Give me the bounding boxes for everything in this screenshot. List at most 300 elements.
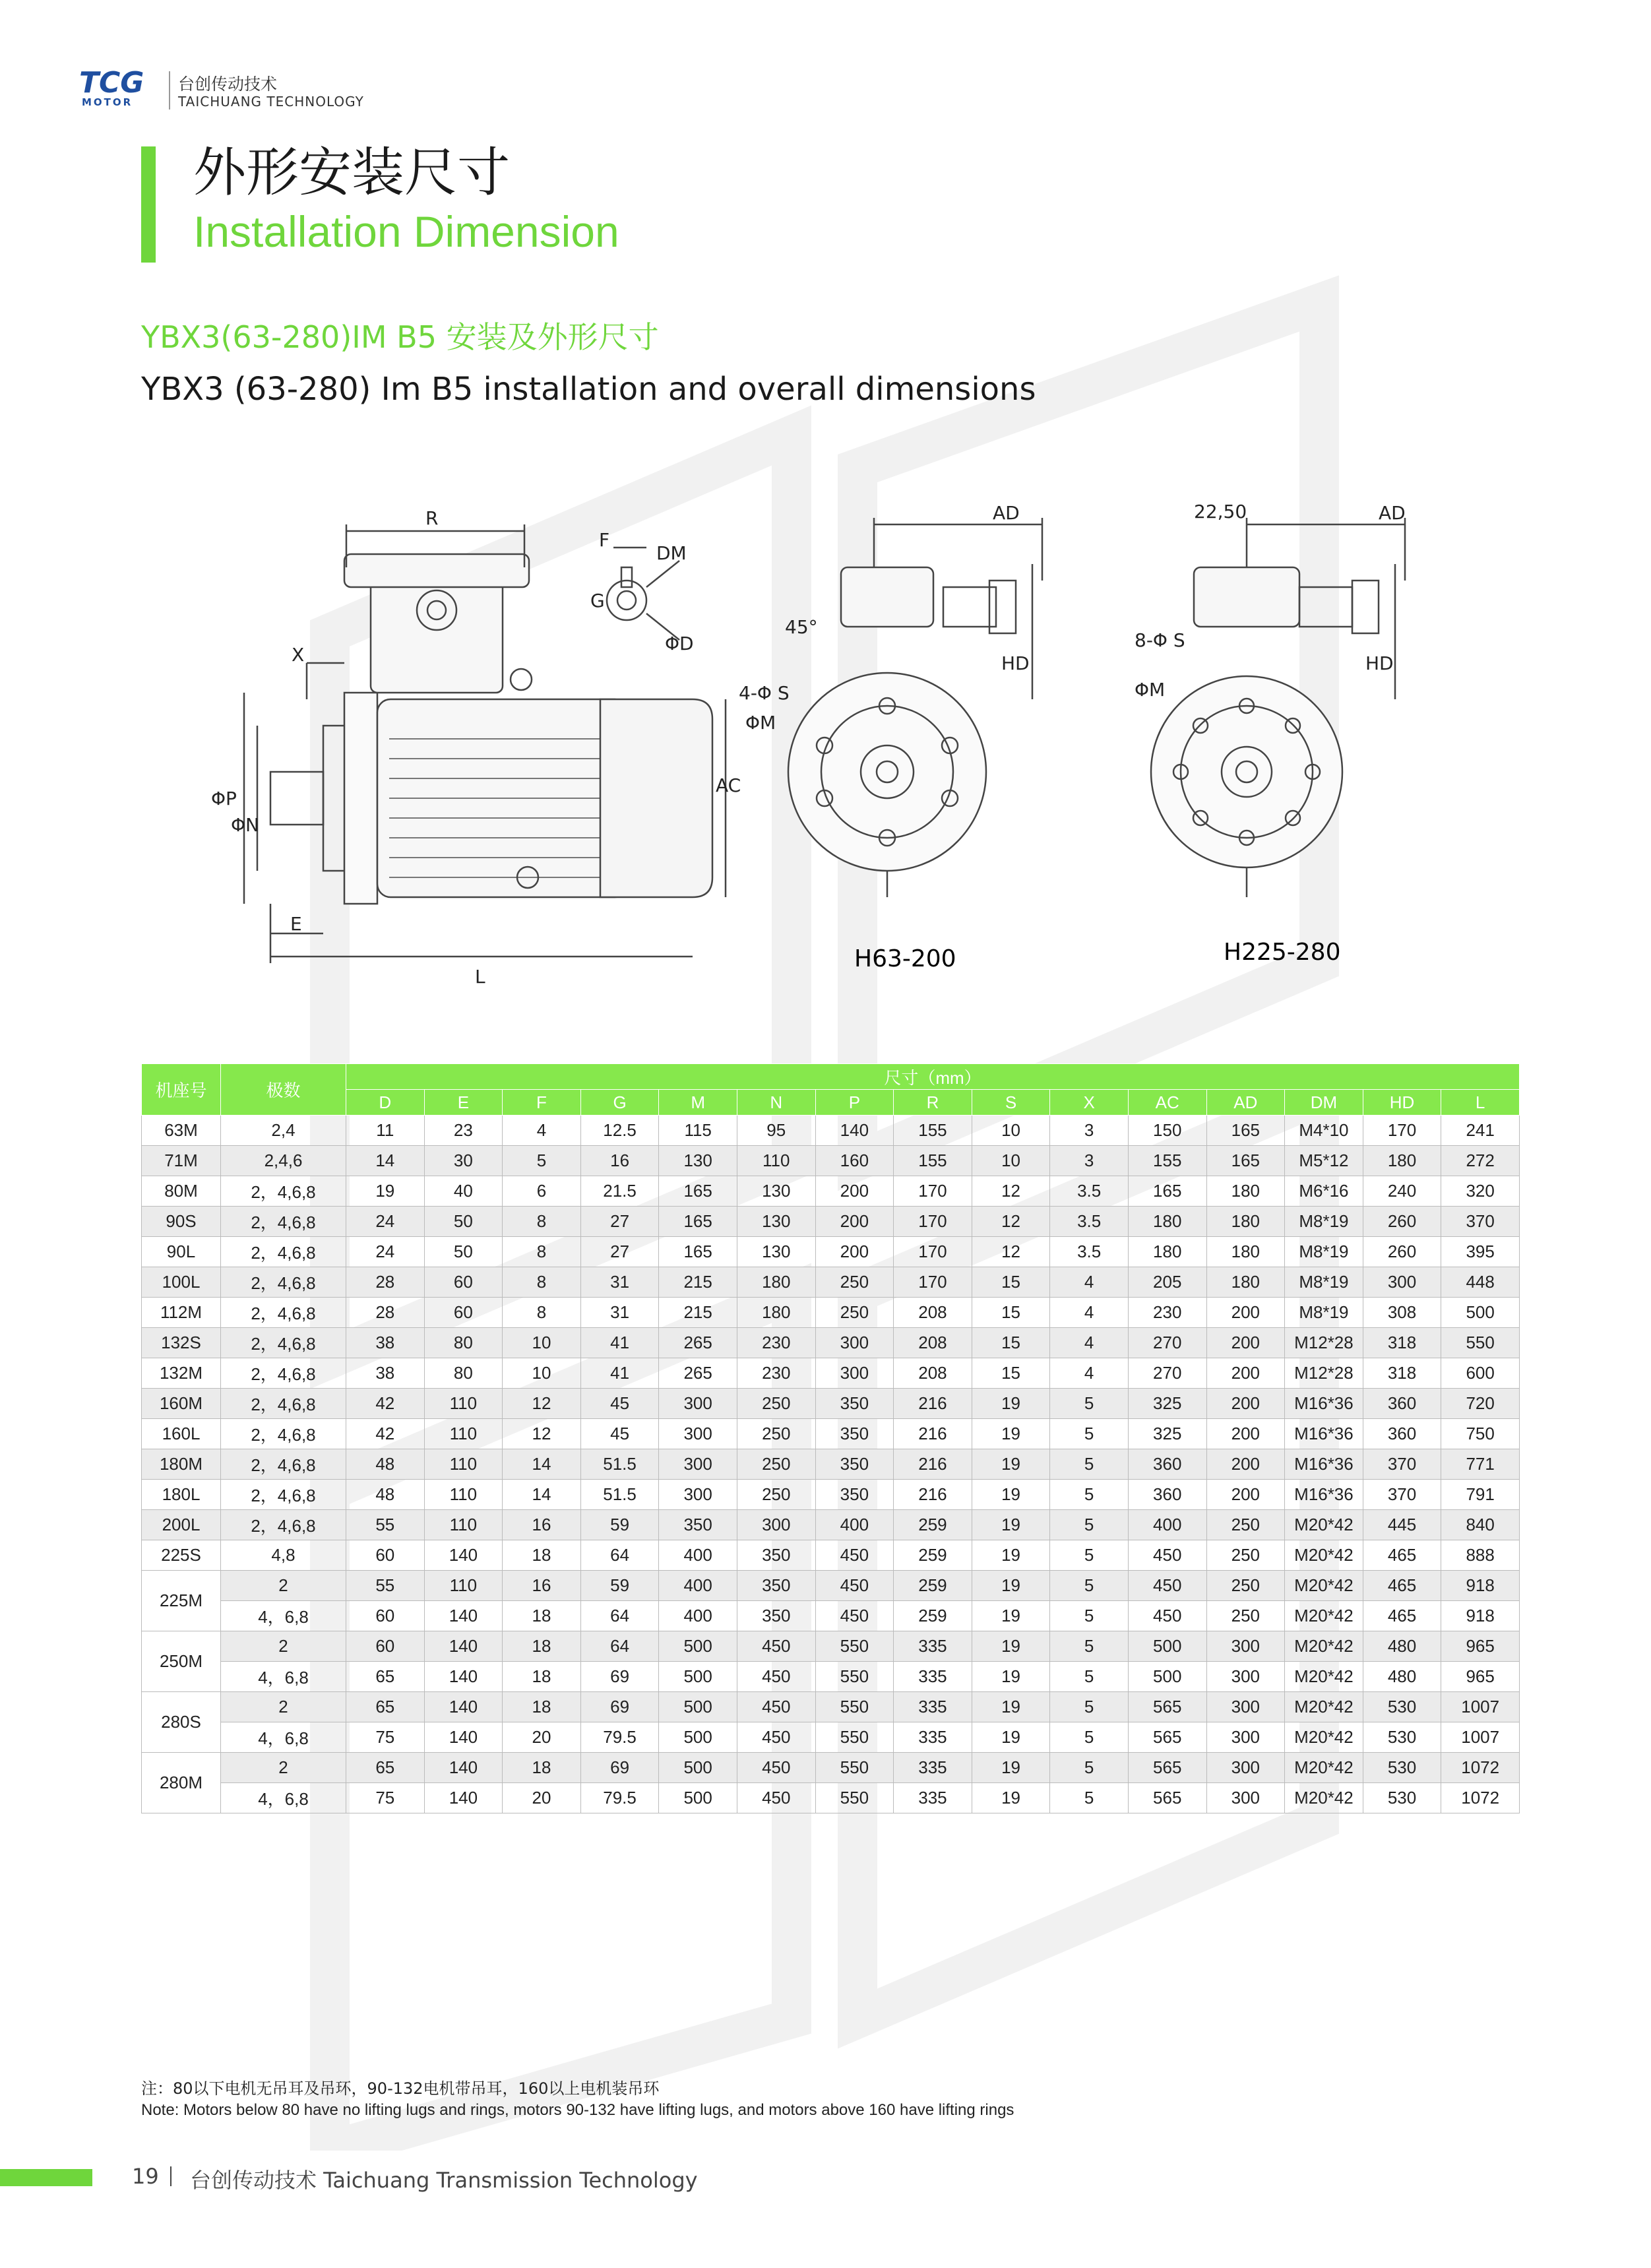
dim-cell-ad: 200: [1206, 1449, 1285, 1480]
note-en: Note: Motors below 80 have no lifting lugs and rings, motors 90-132 have lifting lugs, and motors above 160 have lifting rings: [141, 2101, 1014, 2119]
poles-cell: 2，4,6,8: [221, 1358, 346, 1389]
tcg-logo: [78, 66, 160, 108]
dim-cell-d: 11: [346, 1116, 425, 1146]
dim-cell-n: 110: [737, 1146, 815, 1176]
label-x: X: [292, 644, 305, 666]
dim-cell-p: 350: [815, 1480, 894, 1510]
dim-cell-ad: 300: [1206, 1722, 1285, 1753]
label-g: G: [590, 590, 605, 612]
dim-cell-e: 80: [424, 1358, 503, 1389]
dim-cell-e: 140: [424, 1601, 503, 1631]
poles-cell: 2，4,6,8: [221, 1449, 346, 1480]
dim-cell-d: 42: [346, 1389, 425, 1419]
dim-cell-ac: 565: [1128, 1783, 1206, 1813]
dim-cell-l: 600: [1441, 1358, 1520, 1389]
dim-cell-p: 300: [815, 1358, 894, 1389]
table-row: [142, 1783, 1520, 1813]
dim-cell-ad: 180: [1206, 1176, 1285, 1207]
col-header-l: L: [1441, 1090, 1520, 1116]
dim-cell-hd: 300: [1363, 1267, 1441, 1298]
dim-cell-d: 75: [346, 1783, 425, 1813]
dim-cell-f: 18: [503, 1631, 581, 1662]
dim-cell-m: 130: [659, 1146, 737, 1176]
dim-cell-dm: M20*42: [1285, 1510, 1363, 1540]
dim-cell-d: 19: [346, 1176, 425, 1207]
footer-text: 台创传动技术 Taichuang Transmission Technology: [190, 2168, 698, 2193]
dim-cell-x: 4: [1050, 1358, 1129, 1389]
dim-cell-ad: 165: [1206, 1116, 1285, 1146]
dim-cell-s: 19: [972, 1753, 1050, 1783]
page-title-en: Installation Dimension: [193, 207, 619, 256]
dim-cell-s: 12: [972, 1176, 1050, 1207]
frame-cell: 225M: [142, 1571, 221, 1631]
dim-cell-r: 335: [894, 1722, 972, 1753]
table-row: [142, 1267, 1520, 1298]
dim-cell-s: 15: [972, 1298, 1050, 1328]
page-title-cn: 外形安装尺寸: [193, 142, 510, 203]
dim-cell-p: 450: [815, 1571, 894, 1601]
dim-cell-g: 12.5: [580, 1116, 659, 1146]
poles-cell: 4，6,8: [221, 1722, 346, 1753]
frame-cell: 71M: [142, 1146, 221, 1176]
label-m-right: ΦM: [1135, 679, 1166, 701]
company-name-cn: 台创传动技术: [178, 75, 278, 94]
dim-cell-p: 550: [815, 1692, 894, 1722]
dim-cell-l: 965: [1441, 1662, 1520, 1692]
dim-cell-g: 59: [580, 1510, 659, 1540]
poles-cell: 2，4,6,8: [221, 1237, 346, 1267]
dim-cell-ac: 270: [1128, 1358, 1206, 1389]
dim-cell-d: 38: [346, 1358, 425, 1389]
dim-cell-f: 8: [503, 1298, 581, 1328]
dim-cell-x: 5: [1050, 1783, 1129, 1813]
dim-cell-r: 216: [894, 1419, 972, 1449]
dim-cell-p: 200: [815, 1237, 894, 1267]
dim-cell-dm: M5*12: [1285, 1146, 1363, 1176]
dim-cell-m: 115: [659, 1116, 737, 1146]
col-header-d: D: [346, 1090, 425, 1116]
dim-cell-ad: 250: [1206, 1510, 1285, 1540]
dim-cell-x: 3.5: [1050, 1207, 1129, 1237]
dim-cell-ac: 325: [1128, 1419, 1206, 1449]
dim-cell-r: 335: [894, 1662, 972, 1692]
dim-cell-x: 5: [1050, 1722, 1129, 1753]
dim-cell-l: 771: [1441, 1449, 1520, 1480]
dim-cell-ac: 565: [1128, 1753, 1206, 1783]
table-row: [142, 1601, 1520, 1631]
dim-cell-n: 250: [737, 1449, 815, 1480]
col-header-r: R: [894, 1090, 972, 1116]
dim-cell-n: 230: [737, 1358, 815, 1389]
dim-cell-ad: 180: [1206, 1237, 1285, 1267]
label-dm: DM: [656, 542, 687, 564]
dim-cell-dm: M20*42: [1285, 1631, 1363, 1662]
dim-cell-n: 450: [737, 1662, 815, 1692]
dim-cell-g: 69: [580, 1692, 659, 1722]
frame-cell: 250M: [142, 1631, 221, 1692]
dim-cell-f: 10: [503, 1328, 581, 1358]
dim-cell-p: 300: [815, 1328, 894, 1358]
dim-cell-p: 550: [815, 1722, 894, 1753]
col-header-g: G: [580, 1090, 659, 1116]
dim-cell-n: 250: [737, 1480, 815, 1510]
table-row: [142, 1510, 1520, 1540]
dim-cell-f: 18: [503, 1601, 581, 1631]
poles-cell: 2，4,6,8: [221, 1328, 346, 1358]
dim-cell-dm: M20*42: [1285, 1662, 1363, 1692]
poles-cell: 2，4,6,8: [221, 1419, 346, 1449]
dim-cell-m: 165: [659, 1207, 737, 1237]
dim-cell-n: 300: [737, 1510, 815, 1540]
dim-cell-s: 19: [972, 1631, 1050, 1662]
col-header-n: N: [737, 1090, 815, 1116]
dim-cell-s: 12: [972, 1237, 1050, 1267]
dim-cell-dm: M8*19: [1285, 1237, 1363, 1267]
col-header-f: F: [503, 1090, 581, 1116]
label-hd-right: HD: [1365, 652, 1394, 674]
poles-cell: 2,4,6: [221, 1146, 346, 1176]
footer-divider: [170, 2166, 171, 2186]
dim-cell-hd: 360: [1363, 1389, 1441, 1419]
poles-cell: 4，6,8: [221, 1601, 346, 1631]
dim-cell-r: 208: [894, 1298, 972, 1328]
frame-cell: 180L: [142, 1480, 221, 1510]
dim-cell-l: 965: [1441, 1631, 1520, 1662]
dim-cell-n: 450: [737, 1783, 815, 1813]
dim-cell-e: 110: [424, 1449, 503, 1480]
dim-cell-e: 140: [424, 1662, 503, 1692]
dim-cell-e: 110: [424, 1419, 503, 1449]
dim-cell-s: 15: [972, 1328, 1050, 1358]
dim-cell-dm: M8*19: [1285, 1267, 1363, 1298]
label-8s: 8-Φ S: [1135, 629, 1185, 651]
dim-cell-g: 51.5: [580, 1449, 659, 1480]
poles-cell: 4，6,8: [221, 1783, 346, 1813]
dim-cell-r: 170: [894, 1207, 972, 1237]
table-row: [142, 1176, 1520, 1207]
dim-cell-x: 5: [1050, 1510, 1129, 1540]
dim-cell-l: 1007: [1441, 1692, 1520, 1722]
svg-text:MOTOR: MOTOR: [82, 96, 133, 108]
dim-cell-g: 16: [580, 1146, 659, 1176]
frame-cell: 80M: [142, 1176, 221, 1207]
dim-cell-e: 60: [424, 1267, 503, 1298]
dim-cell-f: 18: [503, 1662, 581, 1692]
dim-cell-l: 750: [1441, 1419, 1520, 1449]
dim-cell-ac: 205: [1128, 1267, 1206, 1298]
dim-cell-hd: 260: [1363, 1207, 1441, 1237]
dim-cell-dm: M6*16: [1285, 1176, 1363, 1207]
dim-cell-g: 79.5: [580, 1783, 659, 1813]
frame-cell: 160L: [142, 1419, 221, 1449]
dim-cell-f: 18: [503, 1540, 581, 1571]
dim-cell-d: 38: [346, 1328, 425, 1358]
dim-cell-d: 48: [346, 1449, 425, 1480]
dim-cell-m: 300: [659, 1449, 737, 1480]
table-row: [142, 1328, 1520, 1358]
dim-cell-f: 16: [503, 1510, 581, 1540]
dim-cell-l: 1072: [1441, 1753, 1520, 1783]
caption-h225-280: H225-280: [1224, 939, 1341, 966]
dim-cell-g: 41: [580, 1328, 659, 1358]
dim-cell-g: 64: [580, 1601, 659, 1631]
dim-cell-l: 500: [1441, 1298, 1520, 1328]
dim-cell-e: 50: [424, 1207, 503, 1237]
dim-cell-f: 20: [503, 1783, 581, 1813]
dim-cell-ad: 300: [1206, 1692, 1285, 1722]
table-row: [142, 1358, 1520, 1389]
dim-cell-d: 60: [346, 1601, 425, 1631]
poles-cell: 2，4,6,8: [221, 1389, 346, 1419]
dim-cell-hd: 370: [1363, 1480, 1441, 1510]
dim-cell-m: 215: [659, 1298, 737, 1328]
dim-cell-r: 170: [894, 1176, 972, 1207]
dim-cell-r: 208: [894, 1328, 972, 1358]
dim-cell-ad: 200: [1206, 1480, 1285, 1510]
note-cn: 注：80以下电机无吊耳及吊环，90-132电机带吊耳，160以上电机装吊环: [141, 2079, 660, 2098]
dim-cell-d: 65: [346, 1662, 425, 1692]
dim-cell-e: 140: [424, 1783, 503, 1813]
dim-cell-n: 230: [737, 1328, 815, 1358]
frame-cell: 63M: [142, 1116, 221, 1146]
dim-cell-hd: 308: [1363, 1298, 1441, 1328]
dim-cell-s: 19: [972, 1783, 1050, 1813]
dim-cell-s: 15: [972, 1267, 1050, 1298]
dim-cell-n: 95: [737, 1116, 815, 1146]
table-row: [142, 1298, 1520, 1328]
table-row: [142, 1722, 1520, 1753]
dim-cell-p: 550: [815, 1631, 894, 1662]
dim-cell-g: 64: [580, 1540, 659, 1571]
dim-cell-g: 27: [580, 1207, 659, 1237]
dim-cell-d: 60: [346, 1540, 425, 1571]
footer-accent-bar: [0, 2169, 92, 2186]
dim-cell-x: 5: [1050, 1631, 1129, 1662]
dim-cell-f: 6: [503, 1176, 581, 1207]
dim-cell-p: 450: [815, 1601, 894, 1631]
dim-cell-p: 350: [815, 1449, 894, 1480]
dim-cell-d: 60: [346, 1631, 425, 1662]
table-row: [142, 1540, 1520, 1571]
page-number: 19: [132, 2164, 159, 2189]
dim-cell-l: 1072: [1441, 1783, 1520, 1813]
dim-cell-s: 19: [972, 1571, 1050, 1601]
poles-cell: 2: [221, 1571, 346, 1601]
dim-cell-dm: M8*19: [1285, 1298, 1363, 1328]
dim-cell-g: 51.5: [580, 1480, 659, 1510]
dim-cell-x: 3.5: [1050, 1237, 1129, 1267]
dim-cell-f: 10: [503, 1358, 581, 1389]
dim-cell-g: 45: [580, 1419, 659, 1449]
dim-cell-m: 300: [659, 1389, 737, 1419]
dim-cell-f: 20: [503, 1722, 581, 1753]
dim-cell-f: 8: [503, 1207, 581, 1237]
dim-cell-r: 155: [894, 1146, 972, 1176]
dim-cell-ac: 500: [1128, 1662, 1206, 1692]
dim-cell-p: 450: [815, 1540, 894, 1571]
dimension-table: [141, 1063, 1520, 1813]
dim-cell-l: 918: [1441, 1571, 1520, 1601]
dim-cell-m: 500: [659, 1631, 737, 1662]
frame-cell: 200L: [142, 1510, 221, 1540]
dim-cell-l: 840: [1441, 1510, 1520, 1540]
dim-cell-g: 64: [580, 1631, 659, 1662]
dim-cell-d: 65: [346, 1753, 425, 1783]
label-d: ΦD: [665, 633, 694, 654]
dim-cell-ac: 400: [1128, 1510, 1206, 1540]
label-f: F: [599, 529, 610, 551]
dim-cell-f: 18: [503, 1692, 581, 1722]
label-p: ΦP: [211, 788, 237, 809]
dim-cell-ad: 250: [1206, 1601, 1285, 1631]
dim-cell-e: 30: [424, 1146, 503, 1176]
label-hd-left: HD: [1001, 652, 1030, 674]
svg-text:TCG: TCG: [79, 66, 144, 100]
label-4s: 4-Φ S: [739, 682, 790, 704]
poles-cell: 2: [221, 1692, 346, 1722]
dim-cell-f: 5: [503, 1146, 581, 1176]
dim-cell-dm: M12*28: [1285, 1328, 1363, 1358]
dim-cell-d: 14: [346, 1146, 425, 1176]
dim-cell-x: 4: [1050, 1298, 1129, 1328]
dim-cell-x: 5: [1050, 1692, 1129, 1722]
dim-cell-r: 259: [894, 1601, 972, 1631]
dim-cell-dm: M16*36: [1285, 1480, 1363, 1510]
dim-cell-l: 448: [1441, 1267, 1520, 1298]
dim-cell-l: 1007: [1441, 1722, 1520, 1753]
dim-cell-d: 75: [346, 1722, 425, 1753]
poles-cell: 2，4,6,8: [221, 1298, 346, 1328]
dim-cell-ac: 180: [1128, 1237, 1206, 1267]
dim-cell-p: 550: [815, 1753, 894, 1783]
dim-cell-e: 110: [424, 1480, 503, 1510]
dim-cell-hd: 240: [1363, 1176, 1441, 1207]
dim-cell-ac: 180: [1128, 1207, 1206, 1237]
caption-h63-200: H63-200: [854, 945, 956, 972]
dim-cell-hd: 480: [1363, 1662, 1441, 1692]
table-row: [142, 1146, 1520, 1176]
dim-cell-l: 550: [1441, 1328, 1520, 1358]
dim-cell-x: 3: [1050, 1116, 1129, 1146]
dim-cell-ad: 250: [1206, 1540, 1285, 1571]
dim-cell-d: 24: [346, 1207, 425, 1237]
dim-cell-ac: 450: [1128, 1571, 1206, 1601]
dim-cell-p: 350: [815, 1419, 894, 1449]
dim-cell-ac: 230: [1128, 1298, 1206, 1328]
dim-cell-p: 400: [815, 1510, 894, 1540]
dim-cell-d: 55: [346, 1510, 425, 1540]
dim-cell-s: 19: [972, 1692, 1050, 1722]
dim-cell-dm: M20*42: [1285, 1753, 1363, 1783]
poles-cell: 2，4,6,8: [221, 1267, 346, 1298]
dim-cell-x: 5: [1050, 1601, 1129, 1631]
dim-cell-e: 110: [424, 1510, 503, 1540]
dim-cell-s: 19: [972, 1662, 1050, 1692]
table-row: [142, 1389, 1520, 1419]
dim-cell-hd: 318: [1363, 1358, 1441, 1389]
dim-cell-r: 335: [894, 1753, 972, 1783]
dim-cell-r: 335: [894, 1692, 972, 1722]
dim-cell-d: 48: [346, 1480, 425, 1510]
poles-cell: 2，4,6,8: [221, 1480, 346, 1510]
dim-cell-dm: M16*36: [1285, 1449, 1363, 1480]
frame-cell: 280S: [142, 1692, 221, 1753]
dim-cell-r: 170: [894, 1237, 972, 1267]
dim-cell-d: 65: [346, 1692, 425, 1722]
dim-cell-ad: 200: [1206, 1358, 1285, 1389]
dim-cell-e: 110: [424, 1389, 503, 1419]
dim-cell-n: 180: [737, 1267, 815, 1298]
dim-cell-m: 265: [659, 1358, 737, 1389]
label-ad-right: AD: [1379, 502, 1406, 524]
table-row: [142, 1237, 1520, 1267]
col-header-ad: AD: [1206, 1090, 1285, 1116]
dim-cell-dm: M20*42: [1285, 1783, 1363, 1813]
dim-cell-dm: M20*42: [1285, 1601, 1363, 1631]
dim-cell-n: 130: [737, 1237, 815, 1267]
dim-cell-m: 300: [659, 1480, 737, 1510]
label-angle-45: 45°: [785, 616, 818, 638]
dim-cell-p: 200: [815, 1207, 894, 1237]
poles-cell: 4,8: [221, 1540, 346, 1571]
frame-cell: 90S: [142, 1207, 221, 1237]
dim-cell-ad: 200: [1206, 1419, 1285, 1449]
dim-cell-hd: 360: [1363, 1419, 1441, 1449]
dim-cell-e: 80: [424, 1328, 503, 1358]
dim-cell-ac: 565: [1128, 1722, 1206, 1753]
dim-cell-f: 14: [503, 1449, 581, 1480]
dim-cell-hd: 530: [1363, 1753, 1441, 1783]
dim-cell-e: 140: [424, 1631, 503, 1662]
dim-cell-dm: M20*42: [1285, 1692, 1363, 1722]
dim-cell-ac: 360: [1128, 1480, 1206, 1510]
dim-cell-hd: 530: [1363, 1722, 1441, 1753]
dim-cell-dm: M20*42: [1285, 1540, 1363, 1571]
dim-cell-x: 4: [1050, 1328, 1129, 1358]
dim-cell-ad: 250: [1206, 1571, 1285, 1601]
col-header-p: P: [815, 1090, 894, 1116]
poles-cell: 2，4,6,8: [221, 1510, 346, 1540]
dim-cell-n: 450: [737, 1631, 815, 1662]
frame-cell: 180M: [142, 1449, 221, 1480]
table-row: [142, 1116, 1520, 1146]
dim-cell-r: 335: [894, 1783, 972, 1813]
label-m-left: ΦM: [745, 712, 776, 734]
col-header-hd: HD: [1363, 1090, 1441, 1116]
dim-cell-g: 21.5: [580, 1176, 659, 1207]
company-name-en: TAICHUANG TECHNOLOGY: [178, 94, 364, 110]
dim-cell-l: 888: [1441, 1540, 1520, 1571]
col-header-dm: DM: [1285, 1090, 1363, 1116]
dim-cell-s: 19: [972, 1419, 1050, 1449]
col-poles-header: 极数: [221, 1064, 346, 1116]
poles-cell: 2，4,6,8: [221, 1176, 346, 1207]
dim-cell-s: 15: [972, 1358, 1050, 1389]
dim-cell-x: 5: [1050, 1753, 1129, 1783]
dim-cell-r: 216: [894, 1449, 972, 1480]
dim-cell-l: 272: [1441, 1146, 1520, 1176]
dim-cell-ac: 500: [1128, 1631, 1206, 1662]
dim-cell-dm: M8*19: [1285, 1207, 1363, 1237]
dim-cell-ac: 325: [1128, 1389, 1206, 1419]
dim-cell-s: 19: [972, 1449, 1050, 1480]
dim-cell-ad: 180: [1206, 1267, 1285, 1298]
dim-cell-l: 320: [1441, 1176, 1520, 1207]
label-n: ΦN: [231, 814, 259, 836]
dim-cell-g: 69: [580, 1753, 659, 1783]
dim-cell-m: 400: [659, 1601, 737, 1631]
dim-cell-dm: M16*36: [1285, 1419, 1363, 1449]
